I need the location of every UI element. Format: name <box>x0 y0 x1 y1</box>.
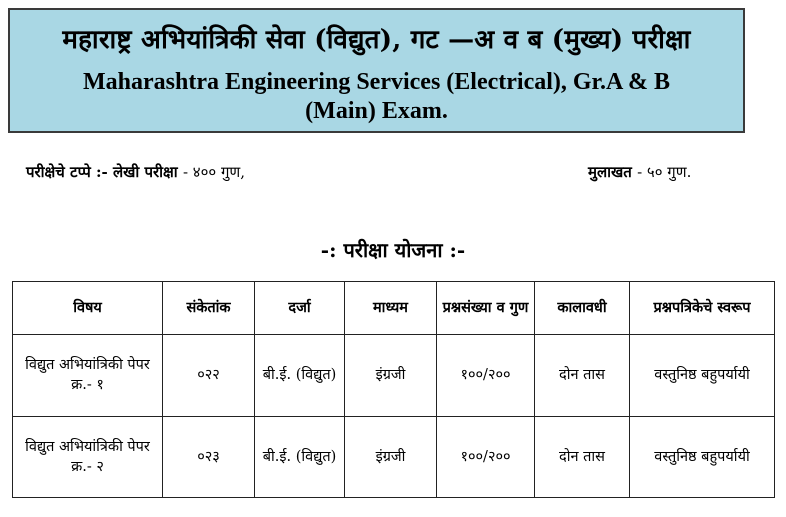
cell-code: ०२२ <box>163 335 255 417</box>
cell-duration: दोन तास <box>535 335 630 417</box>
table-header-row <box>13 282 775 335</box>
cell-medium: इंग्रजी <box>345 416 437 498</box>
exam-stages-label: परीक्षेचे टप्पे :- <box>26 163 108 181</box>
interview-label: मुलाखत <box>588 163 632 181</box>
cell-code: ०२३ <box>163 416 255 498</box>
cell-subject: विद्युत अभियांत्रिकी पेपर क्र.- १ <box>13 335 163 417</box>
header-medium: माध्यम <box>345 282 437 335</box>
cell-subject: विद्युत अभियांत्रिकी पेपर क्र.- २ <box>13 416 163 498</box>
cell-duration: दोन तास <box>535 416 630 498</box>
table-row <box>13 416 775 498</box>
table-row <box>13 335 775 417</box>
cell-medium: इंग्रजी <box>345 335 437 417</box>
cell-paper-type: वस्तुनिष्ठ बहुपर्यायी <box>630 335 775 417</box>
interview-marks: - ५० गुण. <box>637 163 692 181</box>
header-questions-marks: प्रश्नसंख्या व गुण <box>437 282 535 335</box>
written-exam-label: लेखी परीक्षा <box>112 163 178 181</box>
cell-questions-marks: १००/२०० <box>437 335 535 417</box>
header-subject: विषय <box>13 282 163 335</box>
header-code: संकेतांक <box>163 282 255 335</box>
cell-standard: बी.ई. (विद्युत) <box>255 416 345 498</box>
exam-scheme-title: -: परीक्षा योजना :- <box>320 238 466 262</box>
written-exam-marks: - ४०० गुण, <box>182 163 246 181</box>
exam-stages-written <box>26 162 245 182</box>
exam-title-banner <box>8 8 745 133</box>
exam-stages-interview <box>588 162 691 182</box>
cell-paper-type: वस्तुनिष्ठ बहुपर्यायी <box>630 416 775 498</box>
cell-standard: बी.ई. (विद्युत) <box>255 335 345 417</box>
exam-title-english-line2: (Main) Exam. <box>305 98 448 124</box>
exam-title-marathi: महाराष्ट्र अभियांत्रिकी सेवा (विद्युत), गट —अ व ब (मुख्य) परीक्षा <box>62 25 691 55</box>
exam-title-english <box>10 68 743 126</box>
header-duration: कालावधी <box>535 282 630 335</box>
exam-scheme-table <box>12 281 775 498</box>
header-standard: दर्जा <box>255 282 345 335</box>
header-paper-type: प्रश्नपत्रिकेचे स्वरूप <box>630 282 775 335</box>
exam-title-english-line1: Maharashtra Engineering Services (Electrical), Gr.A & B <box>82 69 670 95</box>
cell-questions-marks: १००/२०० <box>437 416 535 498</box>
